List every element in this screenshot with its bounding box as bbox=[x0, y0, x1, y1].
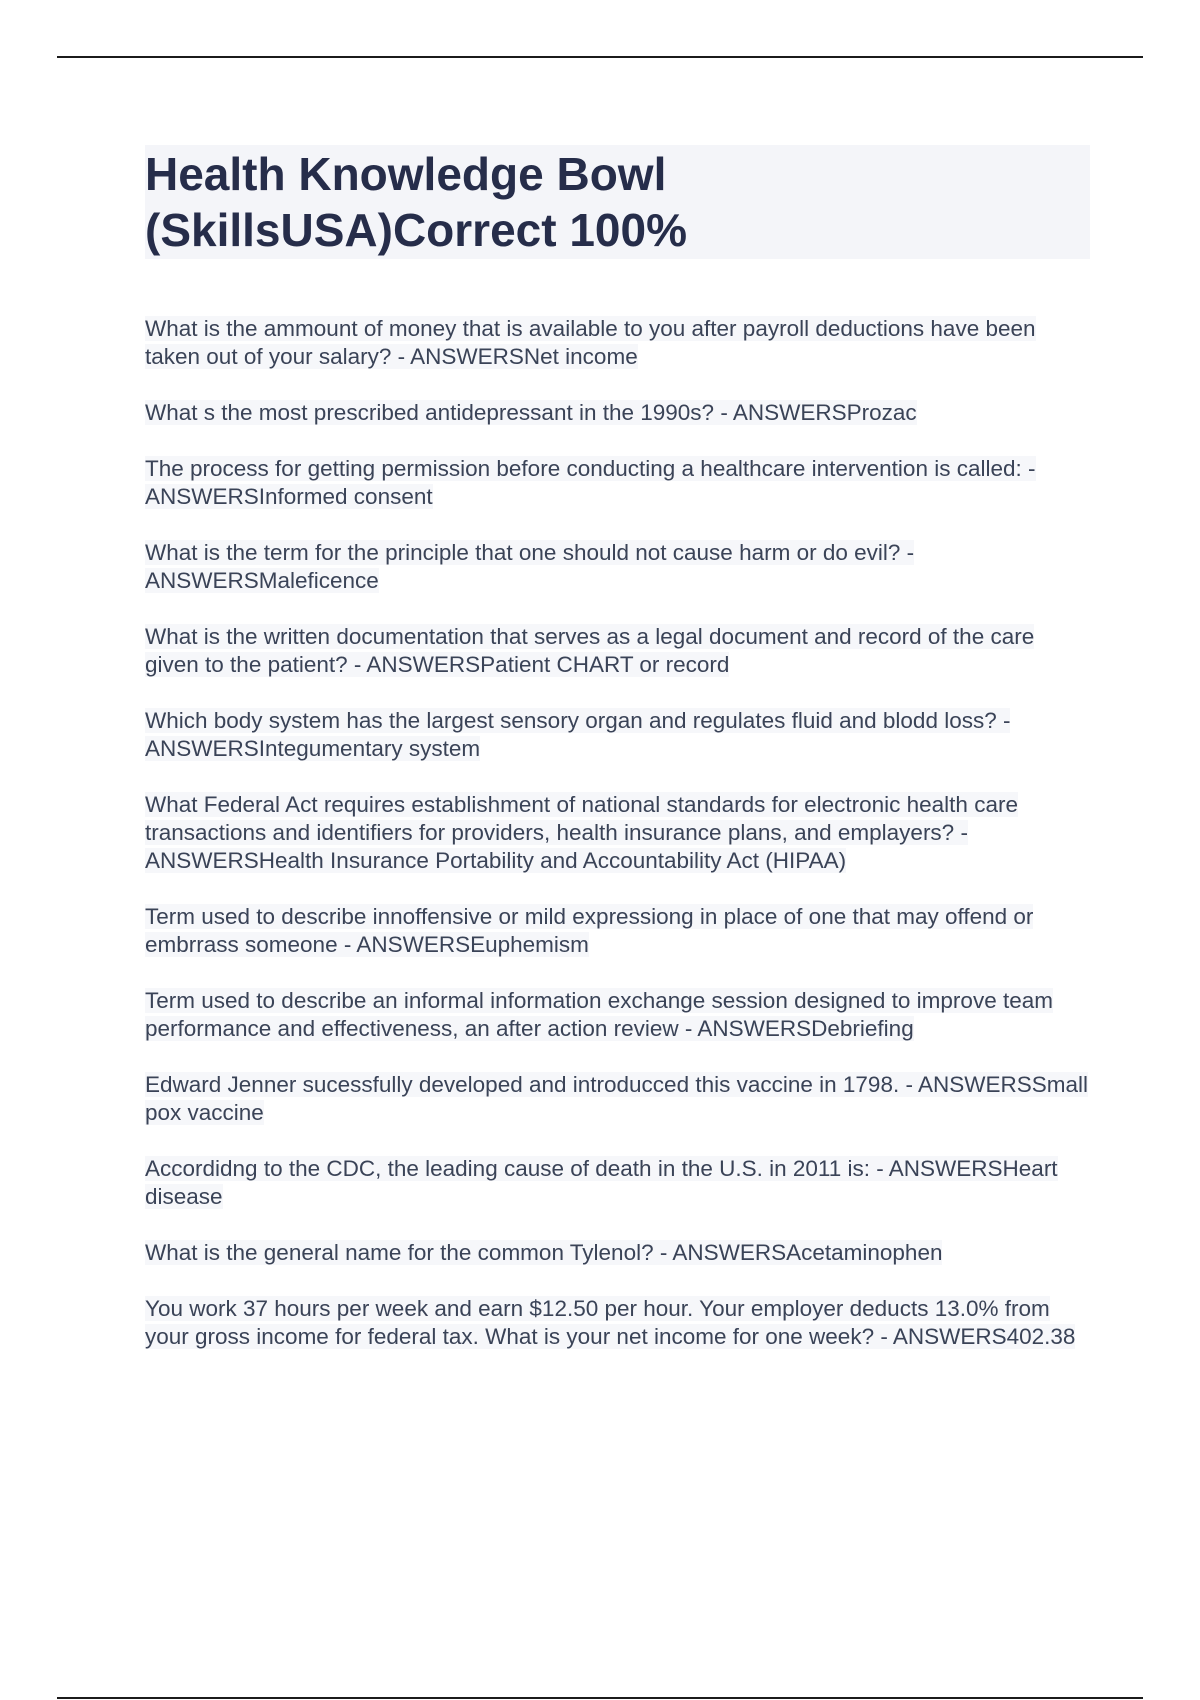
document-body bbox=[145, 145, 1090, 1379]
document-title bbox=[145, 145, 1090, 258]
qa-item: Term used to describe an informal information exchange session designed to improve team performance and effectiveness, an after action review - ANSWERSDebriefing bbox=[145, 988, 1053, 1041]
title-line-2: (SkillsUSA)Correct 100% bbox=[145, 204, 687, 256]
qa-item: Which body system has the largest sensory organ and regulates fluid and blodd loss? - ANSWERSIntegumentary system bbox=[145, 708, 1011, 761]
title-line-1: Health Knowledge Bowl bbox=[145, 148, 667, 200]
qa-item: The process for getting permission before conducting a healthcare intervention is called: - ANSWERSInformed consent bbox=[145, 456, 1036, 509]
qa-item: Term used to describe innoffensive or mild expressiong in place of one that may offend or embrrass someone - ANSWERSEuphemism bbox=[145, 904, 1034, 957]
qa-item: What is the written documentation that serves as a legal document and record of the care given to the patient? - ANSWERSPatient CHART or record bbox=[145, 624, 1035, 677]
qa-item: You work 37 hours per week and earn $12.50 per hour. Your employer deducts 13.0% from your gross income for federal tax. What is your net income for one week? - ANSWERS402.38 bbox=[145, 1296, 1076, 1349]
qa-list bbox=[145, 315, 1090, 1351]
bottom-rule bbox=[57, 1697, 1143, 1699]
qa-item: What s the most prescribed antidepressant in the 1990s? - ANSWERSProzac bbox=[145, 400, 917, 425]
qa-item: What Federal Act requires establishment of national standards for electronic health care transactions and identifiers for providers, health insurance plans, and emplayers? - ANSWERSHealth Insurance Portability and Accountability Act (HIPAA) bbox=[145, 792, 1018, 873]
top-rule bbox=[57, 56, 1143, 58]
title-block bbox=[145, 145, 1090, 259]
qa-item: Accordidng to the CDC, the leading cause of death in the U.S. in 2011 is: - ANSWERSHeart disease bbox=[145, 1156, 1058, 1209]
qa-item: What is the general name for the common Tylenol? - ANSWERSAcetaminophen bbox=[145, 1240, 943, 1265]
qa-item: What is the ammount of money that is available to you after payroll deductions have been taken out of your salary? - ANSWERSNet income bbox=[145, 316, 1036, 369]
qa-item: What is the term for the principle that one should not cause harm or do evil? - ANSWERSMaleficence bbox=[145, 540, 915, 593]
qa-item: Edward Jenner sucessfully developed and introducced this vaccine in 1798. - ANSWERSSmall pox vaccine bbox=[145, 1072, 1088, 1125]
